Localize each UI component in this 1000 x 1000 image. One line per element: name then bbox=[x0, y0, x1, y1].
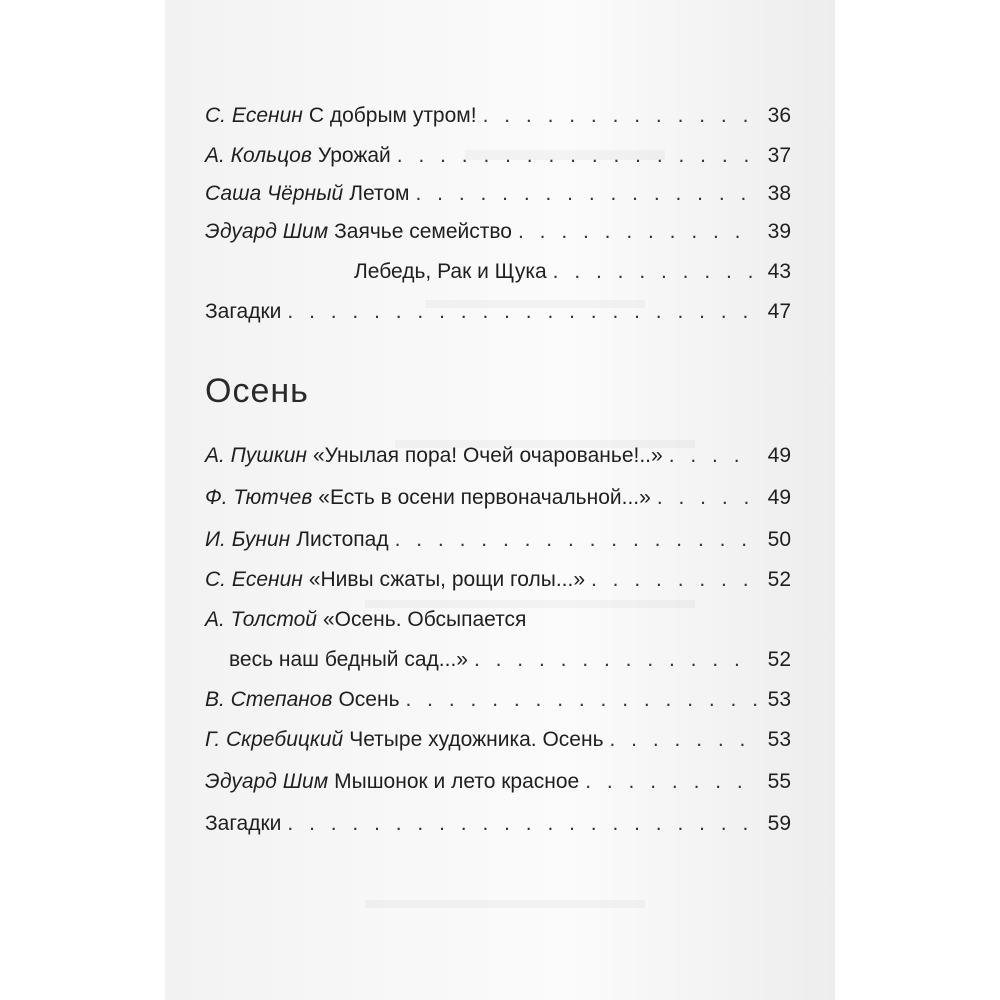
toc-author: А. Толстой bbox=[205, 608, 317, 631]
leader-dots bbox=[470, 640, 757, 680]
toc-author: В. Степанов bbox=[205, 688, 333, 711]
toc-page-number: 43 bbox=[767, 260, 791, 283]
leader-dots bbox=[391, 520, 757, 560]
leader-dots bbox=[514, 212, 757, 252]
toc-page-number: 55 bbox=[767, 770, 791, 793]
toc-entry[interactable] bbox=[205, 478, 791, 518]
toc-title: «Осень. Обсыпается bbox=[322, 608, 527, 631]
toc-entry[interactable] bbox=[205, 96, 791, 136]
leader-dots bbox=[581, 762, 757, 802]
toc-title: весь наш бедный сад...» bbox=[229, 648, 468, 671]
toc-entry[interactable] bbox=[205, 252, 791, 292]
toc-page-number: 53 bbox=[767, 688, 791, 711]
leader-dots bbox=[283, 292, 757, 332]
leader-dots bbox=[411, 174, 757, 214]
leader-dots bbox=[549, 252, 757, 292]
toc-title: Урожай bbox=[317, 144, 391, 167]
toc-author: А. Пушкин bbox=[205, 444, 307, 467]
toc-author: Эдуард Шим bbox=[205, 220, 329, 243]
toc-title: «Нивы сжаты, рощи голы...» bbox=[308, 568, 586, 591]
toc-entry[interactable] bbox=[205, 680, 791, 720]
toc-page-number: 47 bbox=[767, 300, 791, 323]
toc-page-number: 37 bbox=[767, 144, 791, 167]
toc-entry[interactable] bbox=[205, 520, 791, 560]
toc-page-number: 49 bbox=[767, 486, 791, 509]
toc-page-number: 53 bbox=[767, 728, 791, 751]
toc-title: Лебедь, Рак и Щука bbox=[354, 260, 547, 283]
section-heading: Осень bbox=[205, 372, 309, 410]
leader-dots bbox=[653, 478, 757, 518]
toc-entry[interactable] bbox=[205, 600, 791, 640]
toc-author: С. Есенин bbox=[205, 568, 303, 591]
toc-entry[interactable] bbox=[205, 560, 791, 600]
toc-title: С добрым утром! bbox=[308, 104, 477, 127]
toc-entry[interactable] bbox=[205, 720, 791, 760]
leader-dots bbox=[402, 680, 757, 720]
toc-title: Загадки bbox=[205, 812, 282, 835]
toc-entry[interactable] bbox=[205, 762, 791, 802]
toc-page-number: 50 bbox=[767, 528, 791, 551]
toc-page-number: 49 bbox=[767, 444, 791, 467]
leader-dots bbox=[665, 436, 757, 476]
leader-dots bbox=[283, 804, 757, 844]
toc-title: Загадки bbox=[205, 300, 282, 323]
toc-author: Г. Скребицкий bbox=[205, 728, 344, 751]
leader-dots bbox=[606, 720, 757, 760]
book-page bbox=[165, 0, 835, 1000]
toc-author: Эдуард Шим bbox=[205, 770, 329, 793]
toc-title: Осень bbox=[338, 688, 400, 711]
toc-entry[interactable] bbox=[205, 436, 791, 476]
toc-author: С. Есенин bbox=[205, 104, 303, 127]
toc-page-number: 36 bbox=[767, 104, 791, 127]
toc-title: Мышонок и лето красное bbox=[334, 770, 580, 793]
leader-dots bbox=[587, 560, 757, 600]
toc-title: Четыре художника. Осень bbox=[349, 728, 604, 751]
toc-page-number: 52 bbox=[767, 568, 791, 591]
toc-title: Листопад bbox=[296, 528, 389, 551]
show-through-text bbox=[365, 900, 645, 908]
toc-title: «Унылая пора! Очей очарованье!..» bbox=[312, 444, 663, 467]
toc-author: А. Кольцов bbox=[205, 144, 312, 167]
toc-page-number: 52 bbox=[767, 648, 791, 671]
leader-dots bbox=[393, 136, 757, 176]
leader-dots bbox=[479, 96, 757, 136]
toc-entry[interactable] bbox=[205, 804, 791, 844]
toc-entry[interactable] bbox=[205, 136, 791, 176]
toc-entry[interactable] bbox=[205, 212, 791, 252]
toc-page-number: 59 bbox=[767, 812, 791, 835]
toc-page-number: 39 bbox=[767, 220, 791, 243]
toc-entry[interactable] bbox=[205, 292, 791, 332]
toc-entry-continuation[interactable] bbox=[205, 640, 791, 680]
toc-title: Летом bbox=[349, 182, 410, 205]
toc-page-number: 38 bbox=[767, 182, 791, 205]
toc-title: Заячье семейство bbox=[334, 220, 512, 243]
toc-author: Саша Чёрный bbox=[205, 182, 344, 205]
toc-author: И. Бунин bbox=[205, 528, 291, 551]
toc-entry[interactable] bbox=[205, 174, 791, 214]
toc-author: Ф. Тютчев bbox=[205, 486, 313, 509]
toc-title: «Есть в осени первоначальной...» bbox=[318, 486, 651, 509]
